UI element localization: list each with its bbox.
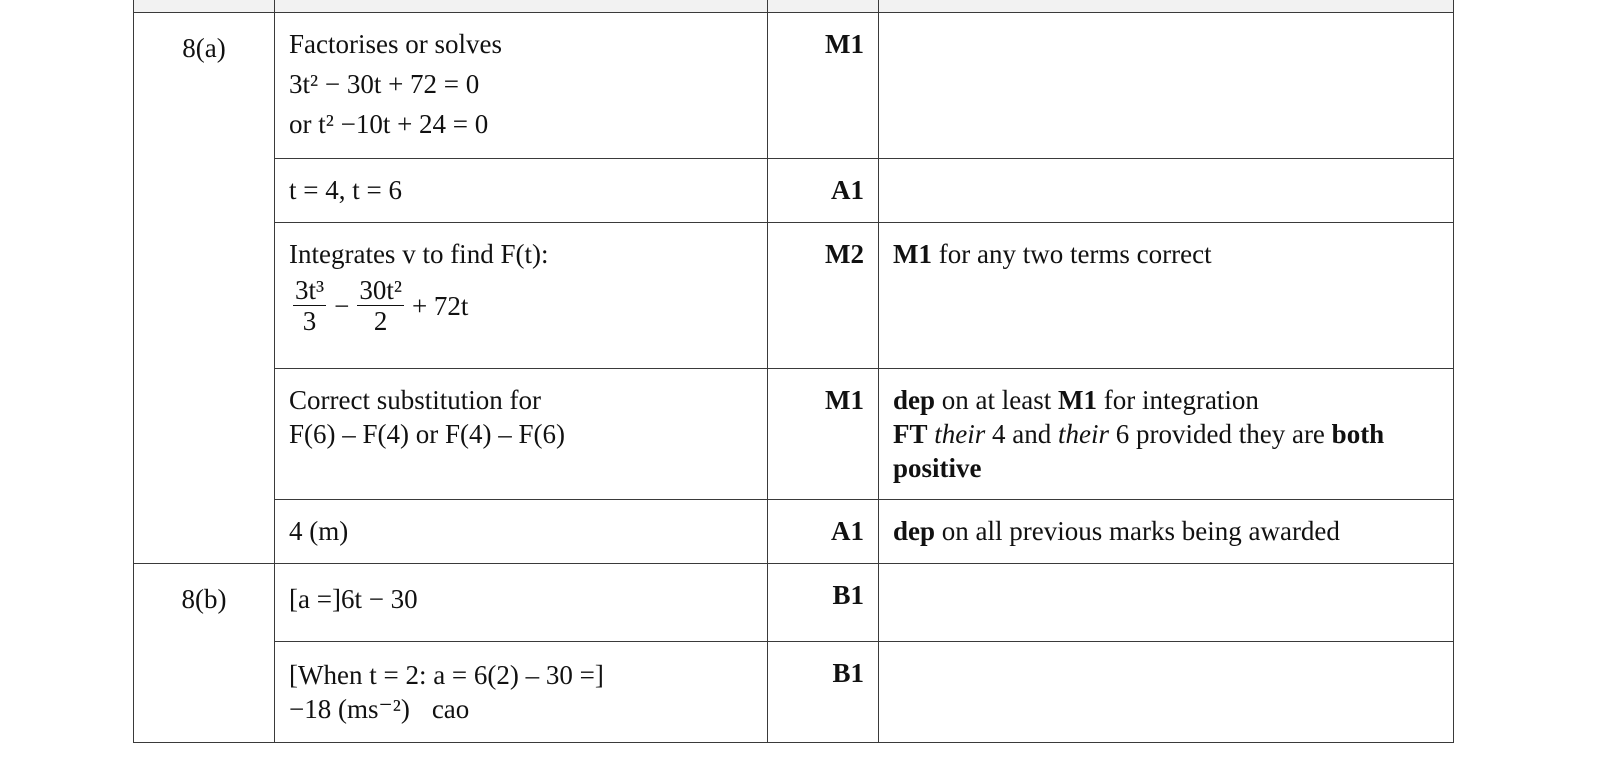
guidance-cell [879, 642, 1454, 743]
integral-expression: $\frac{\text{3t³}}{3}$ − $\frac{\text{30t²}}{2}$ + 72t [295, 275, 469, 336]
equation: 3t² − 30t + 72 = 0 [289, 69, 480, 99]
fraction: $\frac{\text{3t³}}{3}$ [295, 275, 325, 336]
table-row [134, 500, 1454, 564]
mark-cell: B1 [768, 642, 879, 743]
question-number: 8(b) [134, 564, 275, 743]
mark-cell: B1 [768, 564, 879, 642]
answer-text: Factorises or solves [289, 29, 502, 59]
mark-scheme-table [133, 0, 1454, 743]
mark-cell: A1 [768, 159, 879, 223]
answer-cell [275, 223, 768, 369]
mark-cell: M1 [768, 369, 879, 500]
answer-cell: Correct substitution for F(6) – F(4) or F(4) – F(6) [275, 369, 768, 500]
table-row [134, 564, 1454, 642]
mark-cell: A1 [768, 500, 879, 564]
table-row [134, 223, 1454, 369]
guidance-cell [879, 159, 1454, 223]
guidance-cell: M1 for any two terms correct [879, 223, 1454, 369]
answer-cell [275, 13, 768, 159]
guidance-cell: dep on at least M1 for integration FT their 4 and their 6 provided they are both positive [879, 369, 1454, 500]
answer-cell: [a =]6t − 30 [275, 564, 768, 642]
answer-cell: 4 (m) [275, 500, 768, 564]
table-row [134, 642, 1454, 743]
answer-text: Integrates v to find F(t): [289, 239, 549, 269]
answer-cell: [When t = 2: a = 6(2) – 30 =] −18 (ms⁻²) cao [275, 642, 768, 743]
question-number: 8(a) [134, 13, 275, 564]
table-row [134, 369, 1454, 500]
table-row [134, 159, 1454, 223]
mark-cell: M1 [768, 13, 879, 159]
fraction: $\frac{\text{30t²}}{2}$ [359, 275, 402, 336]
guidance-cell [879, 564, 1454, 642]
table-row [134, 13, 1454, 159]
guidance-cell [879, 13, 1454, 159]
guidance-cell: dep on all previous marks being awarded [879, 500, 1454, 564]
header-strip-row [134, 0, 1454, 13]
answer-cell: t = 4, t = 6 [275, 159, 768, 223]
mark-cell: M2 [768, 223, 879, 369]
equation-alt: or t² −10t + 24 = 0 [289, 109, 489, 139]
